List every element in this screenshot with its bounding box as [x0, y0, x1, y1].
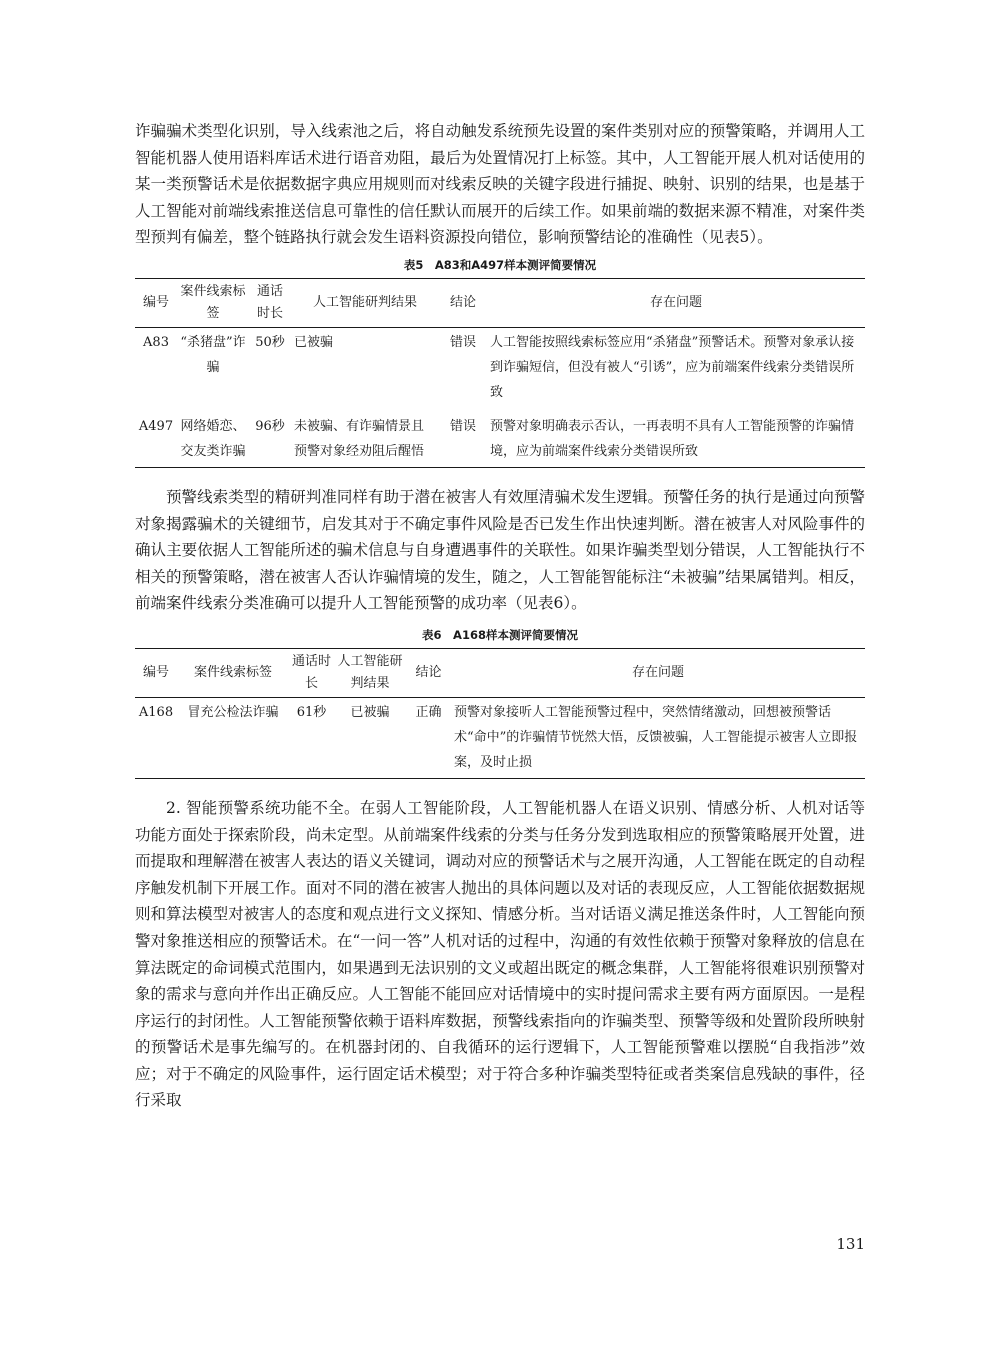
cell-id: A83 [143, 334, 169, 350]
table5 [135, 278, 865, 468]
table6 [135, 648, 865, 779]
header-duration: 通话时长 [249, 278, 291, 327]
table5-header-row [135, 278, 865, 327]
cell-issue: 人工智能按照线索标签应用“杀猪盘”预警话术。预警对象承认接到诈骗短信，但没有被人“引诱”，应为前端案件线索分类错误所致 [490, 334, 855, 400]
cell-duration: 61秒 [289, 697, 334, 778]
table6-header-row [135, 648, 865, 697]
cell-tag: 网络婚恋、交友类诈骗 [177, 412, 249, 468]
header-issue: 存在问题 [487, 278, 865, 327]
cell-conclusion: 错误 [439, 412, 487, 468]
cell-result: 已被骗 [334, 697, 406, 778]
table6-caption: 表6 A168样本测评简要情况 [422, 627, 578, 642]
cell-tag: “杀猪盘”诈骗 [180, 334, 246, 375]
page-number: 131 [836, 1235, 865, 1253]
cell-issue: 预警对象接听人工智能预警过程中，突然情绪激动，回想被预警话术“命中”的诈骗情节恍然大悟，反馈被骗，人工智能提示被害人立即报案，及时止损 [451, 697, 865, 778]
table5-caption: 表5 A83和A497样本测评简要情况 [403, 257, 597, 272]
header-result: 人工智能研判结果 [334, 648, 406, 697]
header-issue: 存在问题 [451, 648, 865, 697]
page-body [135, 118, 865, 1114]
cell-result: 未被骗、有诈骗情景且预警对象经劝阻后醒悟 [291, 412, 439, 468]
header-id: 编号 [135, 648, 177, 697]
table-row [135, 697, 865, 778]
cell-duration: 96秒 [249, 412, 291, 468]
paragraph-3: 2. 智能预警系统功能不全。在弱人工智能阶段，人工智能机器人在语义识别、情感分析、人机对话等功能方面处于探索阶段，尚未定型。从前端案件线索的分类与任务分发到选取相应的预警策略展开处置，进而提取和理解潜在被害人表达的语义关键词，调动对应的预警话术与之展开沟通，人工智能在既定的自动程序触发机制下开展工作。面对不同的潜在被害人抛出的具体问题以及对话的表现反应，人工智能依据数据规则和算法模型对被害人的态度和观点进行文义探知、情感分析。当对话语义满足推送条件时，人工智能向预警对象推送相应的预警话术。在“一问一答”人机对话的过程中，沟通的有效性依赖于预警对象释放的信息在算法既定的命词模式范围内，如果遇到无法识别的文义或超出既定的概念集群，人工智能将很难识别预警对象的需求与意向并作出正确反应。人工智能不能回应对话情境中的实时提问需求主要有两方面原因。一是程序运行的封闭性。人工智能预警依赖于语料库数据，预警线索指向的诈骗类型、预警等级和处置阶段所映射的预警话术是事先编写的。在机器封闭的、自我循环的运行逻辑下，人工智能预警难以摆脱“自我指涉”效应；对于不确定的风险事件，运行固定话术模型；对于符合多种诈骗类型特征或者类案信息残缺的事件，径行采取 [135, 798, 865, 1110]
paragraph-2: 预警线索类型的精研判准同样有助于潜在被害人有效厘清骗术发生逻辑。预警任务的执行是通过向预警对象揭露骗术的关键细节，启发其对于不确定事件风险是否已发生作出快速判断。潜在被害人对风险事件的确认主要依据人工智能所述的骗术信息与自身遭遇事件的关联性。如果诈骗类型划分错误，人工智能执行不相关的预警策略，潜在被害人否认诈骗情境的发生，随之，人工智能智能标注“未被骗”结果属错判。相反，前端案件线索分类准确可以提升人工智能预警的成功率（见表6）。 [135, 487, 865, 613]
cell-id: A168 [135, 697, 177, 778]
cell-conclusion: 错误 [449, 334, 476, 350]
header-id: 编号 [135, 278, 177, 327]
header-tag: 案件线索标签 [177, 278, 249, 327]
table-row [135, 327, 865, 412]
header-duration: 通话时长 [289, 648, 334, 697]
header-tag: 案件线索标签 [177, 648, 289, 697]
paragraph-1: 诈骗骗术类型化识别，导入线索池之后，将自动触发系统预先设置的案件类别对应的预警策略，并调用人工智能机器人使用语料库话术进行语音劝阻，最后为处置情况打上标签。其中，人工智能开展人机对话使用的某一类预警话术是依据数据字典应用规则而对线索反映的关键字段进行捕捉、映射、识别的结果，也是基于人工智能对前端线索推送信息可靠性的信任默认而展开的后续工作。如果前端的数据来源不精准，对案件类型预判有偏差，整个链路执行就会发生语料资源投向错位，影响预警结论的准确性（见表5）。 [135, 122, 865, 247]
cell-duration: 50秒 [255, 334, 285, 350]
cell-tag: 冒充公检法诈骗 [177, 697, 289, 778]
cell-result: 已被骗 [294, 334, 334, 350]
cell-id: A497 [135, 412, 177, 468]
header-result: 人工智能研判结果 [291, 278, 439, 327]
header-conclusion: 结论 [406, 648, 451, 697]
table-row [135, 412, 865, 468]
cell-issue: 预警对象明确表示否认，一再表明不具有人工智能预警的诈骗情境，应为前端案件线索分类错误所致 [487, 412, 865, 468]
cell-conclusion: 正确 [406, 697, 451, 778]
header-conclusion: 结论 [439, 278, 487, 327]
